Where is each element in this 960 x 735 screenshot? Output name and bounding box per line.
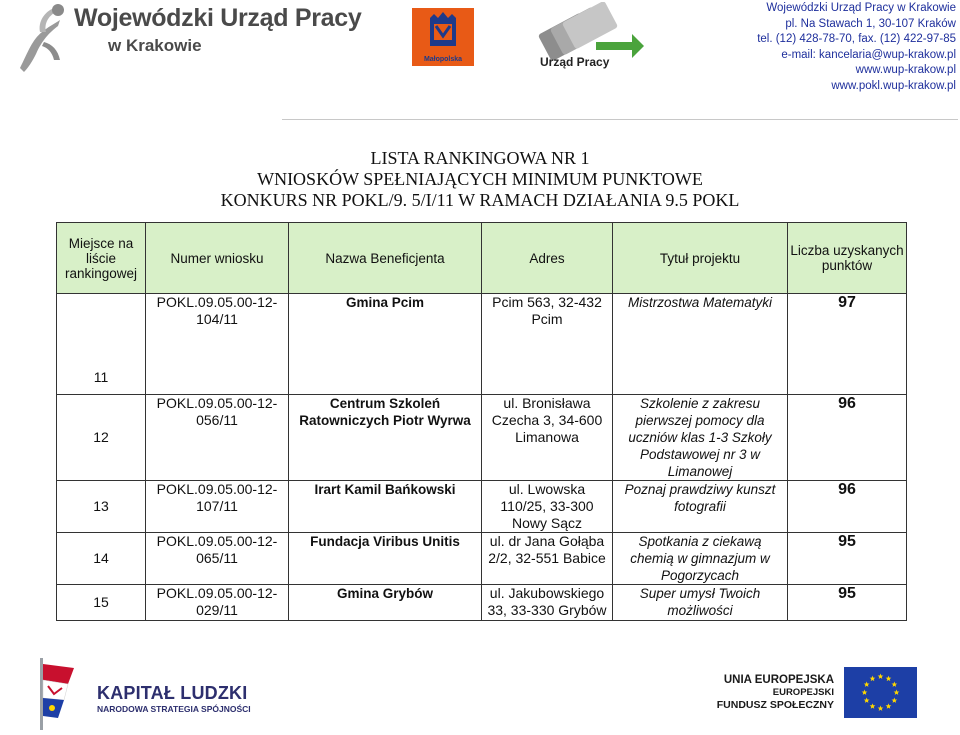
cell-line: ul. Bronisława [503, 395, 591, 411]
cell-line: Limanowa [515, 429, 579, 445]
cell-line: 33, 33-330 Grybów [487, 602, 607, 618]
header-numer: Numer wniosku [146, 223, 289, 294]
cell-line: Pcim [531, 311, 563, 327]
cell-nazwa [289, 294, 482, 395]
title-line-2: WNIOSKÓW SPEŁNIAJĄCYCH MINIMUM PUNKTOWE [257, 169, 703, 189]
cell-line: Podstawowej nr 3 w [639, 447, 761, 462]
cell-tytul [613, 585, 788, 621]
malopolska-crown-icon [412, 8, 474, 54]
cell-line: POKL.09.05.00-12- [156, 533, 278, 549]
cell-line: POKL.09.05.00-12- [156, 481, 278, 497]
cell-adres [482, 481, 613, 533]
malopolska-logo [412, 8, 474, 66]
wup-logo-subtitle: w Krakowie [108, 36, 202, 55]
cell-numer [146, 481, 289, 533]
kapital-ludzki-flag-icon [38, 658, 78, 730]
title-line-3: KONKURS NR POKL/9. 5/I/11 W RAMACH DZIAŁANIA 9.5 POKL [220, 190, 740, 210]
cell-line: Mistrzostwa Matematyki [627, 295, 773, 310]
header-nazwa: Nazwa Beneficjenta [289, 223, 482, 294]
cell-line: Irart Kamil Bańkowski [314, 482, 456, 497]
wup-running-figure-logo [14, 2, 70, 74]
cell-miejsce: 11 [57, 294, 146, 395]
cell-punkty: 97 [788, 294, 907, 395]
cell-miejsce: 12 [57, 395, 146, 481]
header-tytul: Tytuł projektu [613, 223, 788, 294]
cell-line: Czecha 3, 34-600 [491, 412, 603, 428]
cell-line: 107/11 [196, 498, 238, 514]
urzad-pracy-label: Urząd Pracy [540, 55, 610, 69]
contact-block [757, 1, 956, 94]
header-miejsce: Miejsce na liście rankingowej [57, 223, 146, 294]
cell-adres [482, 585, 613, 621]
cell-line: Gmina Grybów [336, 586, 434, 601]
cell-punkty: 95 [788, 585, 907, 621]
kapital-ludzki-title: KAPITAŁ LUDZKI [97, 683, 248, 703]
table-row [57, 585, 907, 621]
cell-numer [146, 585, 289, 621]
cell-nazwa [289, 481, 482, 533]
contact-website[interactable]: www.wup-krakow.pl [855, 64, 956, 76]
cell-line: ul. dr Jana Gołąba [489, 533, 605, 549]
eu-flag-icon [844, 667, 917, 718]
cell-tytul [613, 533, 788, 585]
cell-line: 110/25, 33-300 [500, 498, 594, 514]
cell-line: Poznaj prawdziwy kunszt [624, 482, 776, 497]
header-adres: Adres [482, 223, 613, 294]
ue-line-fundusz: FUNDUSZ SPOŁECZNY [716, 699, 834, 711]
ue-text-block [717, 673, 834, 712]
cell-line: 104/11 [196, 311, 238, 327]
header-punkty: Liczba uzyskanych punktów [788, 223, 907, 294]
cell-punkty: 96 [788, 481, 907, 533]
cell-line: Szkolenie z zakresu [639, 396, 761, 411]
cell-line: Centrum Szkoleń [329, 396, 441, 411]
cell-line: Nowy Sącz [511, 515, 583, 531]
cell-miejsce: 14 [57, 533, 146, 585]
header-divider [282, 119, 958, 120]
cell-line: Fundacja Viribus Unitis [310, 534, 460, 549]
ranking-table [56, 222, 907, 621]
cell-line: 029/11 [196, 602, 238, 618]
cell-tytul [613, 294, 788, 395]
cell-numer [146, 294, 289, 395]
cell-line: uczniów klas 1-3 Szkoły [628, 430, 772, 445]
cell-nazwa [289, 533, 482, 585]
cell-line: POKL.09.05.00-12- [156, 585, 278, 601]
cell-line: Limanowej [667, 464, 733, 479]
table-row [57, 294, 907, 395]
title-line-1: LISTA RANKINGOWA NR 1 [370, 148, 590, 168]
cell-line: fotografii [674, 499, 726, 514]
malopolska-label: Małopolska [423, 56, 463, 63]
cell-line: 065/11 [196, 550, 238, 566]
cell-tytul [613, 481, 788, 533]
cell-miejsce: 13 [57, 481, 146, 533]
cell-line: POKL.09.05.00-12- [156, 294, 278, 310]
cell-punkty: 96 [788, 395, 907, 481]
cell-line: 056/11 [196, 412, 238, 428]
table-header-row [57, 223, 907, 294]
cell-numer [146, 395, 289, 481]
cell-punkty: 95 [788, 533, 907, 585]
page-header [0, 0, 960, 120]
cell-line: pierwszej pomocy dla [635, 413, 765, 428]
ue-line-europejski: EUROPEJSKI [772, 687, 834, 698]
contact-institution: Wojewódzki Urząd Pracy w Krakowie [766, 2, 956, 14]
cell-adres [482, 395, 613, 481]
document-title [0, 148, 960, 211]
cell-line: chemią w gimnazjum w [630, 551, 770, 566]
cell-line: Spotkania z ciekawą [638, 534, 762, 549]
cell-line: Gmina Pcim [345, 295, 425, 310]
cell-line: Pcim 563, 32-432 [492, 294, 602, 310]
cell-line: możliwości [667, 603, 733, 618]
contact-email[interactable]: e-mail: kancelaria@wup-krakow.pl [781, 48, 956, 61]
table-row [57, 533, 907, 585]
cell-line: Ratowniczych Piotr Wyrwa [299, 413, 471, 428]
cell-line: POKL.09.05.00-12- [156, 395, 278, 411]
cell-adres [482, 294, 613, 395]
cell-nazwa [289, 585, 482, 621]
contact-phone-fax: tel. (12) 428-78-70, fax. (12) 422-97-85 [757, 33, 956, 45]
table-body [57, 294, 907, 621]
cell-line: 2/2, 32-551 Babice [488, 550, 606, 566]
ue-line-unia: UNIA EUROPEJSKA [723, 674, 834, 686]
wup-logo-title: Wojewódzki Urząd Pracy [74, 4, 362, 32]
cell-adres [482, 533, 613, 585]
cell-line: ul. Lwowska [508, 481, 586, 497]
cell-line: ul. Jakubowskiego [489, 585, 605, 601]
table-row [57, 481, 907, 533]
cell-nazwa [289, 395, 482, 481]
contact-website-pokl[interactable]: www.pokl.wup-krakow.pl [831, 79, 956, 92]
cell-miejsce: 15 [57, 585, 146, 621]
cell-line: Super umysł Twoich [639, 586, 761, 601]
kapital-ludzki-subtitle: NARODOWA STRATEGIA SPÓJNOŚCI [97, 704, 251, 714]
cell-numer [146, 533, 289, 585]
cell-tytul [613, 395, 788, 481]
table-row [57, 395, 907, 481]
cell-line: Pogorzycach [660, 568, 740, 583]
contact-address: pl. Na Stawach 1, 30-107 Kraków [785, 17, 956, 30]
